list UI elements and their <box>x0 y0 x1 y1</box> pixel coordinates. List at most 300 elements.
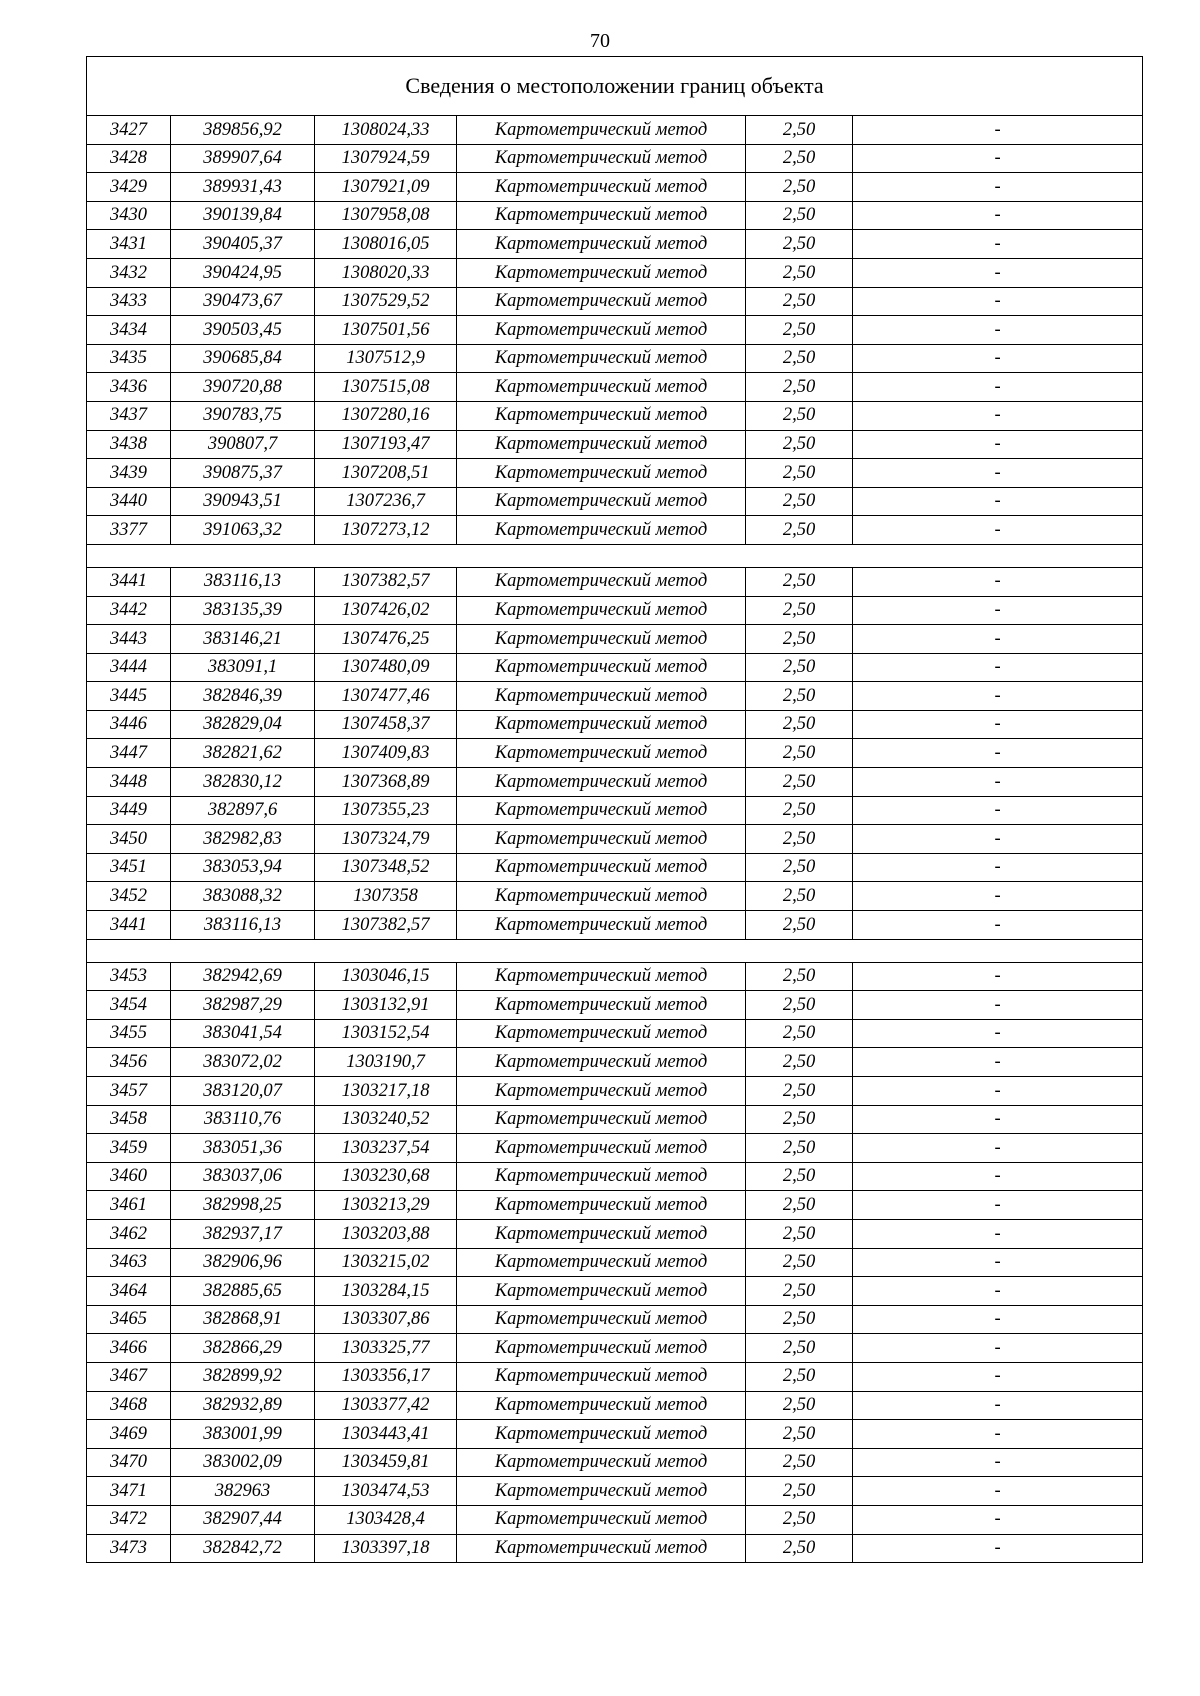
y-coordinate-cell: 1307426,02 <box>315 596 457 625</box>
description-cell: - <box>853 796 1143 825</box>
method-cell: Картометрический метод <box>457 1534 746 1563</box>
table-row <box>87 230 1143 259</box>
y-coordinate-cell: 1303240,52 <box>315 1105 457 1134</box>
method-cell: Картометрический метод <box>457 144 746 173</box>
method-cell: Картометрический метод <box>457 287 746 316</box>
accuracy-cell: 2,50 <box>746 853 853 882</box>
description-cell: - <box>853 1477 1143 1506</box>
accuracy-cell: 2,50 <box>746 173 853 202</box>
point-number-cell: 3440 <box>87 487 171 516</box>
method-cell: Картометрический метод <box>457 1134 746 1163</box>
method-cell: Картометрический метод <box>457 230 746 259</box>
page-number: 70 <box>590 30 610 52</box>
method-cell: Картометрический метод <box>457 796 746 825</box>
method-cell: Картометрический метод <box>457 1248 746 1277</box>
table-row <box>87 1134 1143 1163</box>
accuracy-cell: 2,50 <box>746 991 853 1020</box>
table-row <box>87 625 1143 654</box>
accuracy-cell: 2,50 <box>746 1019 853 1048</box>
description-cell: - <box>853 1048 1143 1077</box>
table-row <box>87 1362 1143 1391</box>
accuracy-cell: 2,50 <box>746 1248 853 1277</box>
table-row <box>87 825 1143 854</box>
point-number-cell: 3468 <box>87 1391 171 1420</box>
table-row <box>87 853 1143 882</box>
description-cell: - <box>853 487 1143 516</box>
x-coordinate-cell: 383037,06 <box>171 1162 315 1191</box>
accuracy-cell: 2,50 <box>746 768 853 797</box>
x-coordinate-cell: 390685,84 <box>171 344 315 373</box>
x-coordinate-cell: 382982,83 <box>171 825 315 854</box>
description-cell: - <box>853 1448 1143 1477</box>
table-row <box>87 911 1143 940</box>
accuracy-cell: 2,50 <box>746 1448 853 1477</box>
description-cell: - <box>853 344 1143 373</box>
accuracy-cell: 2,50 <box>746 625 853 654</box>
y-coordinate-cell: 1303213,29 <box>315 1191 457 1220</box>
y-coordinate-cell: 1307208,51 <box>315 459 457 488</box>
y-coordinate-cell: 1307476,25 <box>315 625 457 654</box>
description-cell: - <box>853 567 1143 596</box>
accuracy-cell: 2,50 <box>746 710 853 739</box>
point-number-cell: 3441 <box>87 567 171 596</box>
x-coordinate-cell: 391063,32 <box>171 516 315 545</box>
method-cell: Картометрический метод <box>457 911 746 940</box>
table-row <box>87 1505 1143 1534</box>
description-cell: - <box>853 116 1143 145</box>
y-coordinate-cell: 1303428,4 <box>315 1505 457 1534</box>
point-number-cell: 3377 <box>87 516 171 545</box>
y-coordinate-cell: 1303046,15 <box>315 962 457 991</box>
y-coordinate-cell: 1303356,17 <box>315 1362 457 1391</box>
y-coordinate-cell: 1303307,86 <box>315 1305 457 1334</box>
method-cell: Картометрический метод <box>457 710 746 739</box>
y-coordinate-cell: 1307501,56 <box>315 316 457 345</box>
method-cell: Картометрический метод <box>457 373 746 402</box>
method-cell: Картометрический метод <box>457 882 746 911</box>
x-coordinate-cell: 383116,13 <box>171 567 315 596</box>
description-cell: - <box>853 287 1143 316</box>
x-coordinate-cell: 382868,91 <box>171 1305 315 1334</box>
method-cell: Картометрический метод <box>457 1277 746 1306</box>
accuracy-cell: 2,50 <box>746 962 853 991</box>
method-cell: Картометрический метод <box>457 768 746 797</box>
y-coordinate-cell: 1303230,68 <box>315 1162 457 1191</box>
point-number-cell: 3444 <box>87 653 171 682</box>
accuracy-cell: 2,50 <box>746 430 853 459</box>
table-row <box>87 516 1143 545</box>
x-coordinate-cell: 382932,89 <box>171 1391 315 1420</box>
table-row <box>87 1162 1143 1191</box>
point-number-cell: 3446 <box>87 710 171 739</box>
x-coordinate-cell: 390405,37 <box>171 230 315 259</box>
table-row <box>87 201 1143 230</box>
accuracy-cell: 2,50 <box>746 1362 853 1391</box>
description-cell: - <box>853 1534 1143 1563</box>
table-row <box>87 1048 1143 1077</box>
accuracy-cell: 2,50 <box>746 739 853 768</box>
point-number-cell: 3462 <box>87 1219 171 1248</box>
method-cell: Картометрический метод <box>457 1448 746 1477</box>
x-coordinate-cell: 390875,37 <box>171 459 315 488</box>
point-number-cell: 3455 <box>87 1019 171 1048</box>
accuracy-cell: 2,50 <box>746 1105 853 1134</box>
y-coordinate-cell: 1307280,16 <box>315 401 457 430</box>
y-coordinate-cell: 1307382,57 <box>315 567 457 596</box>
method-cell: Картометрический метод <box>457 316 746 345</box>
description-cell: - <box>853 173 1143 202</box>
y-coordinate-cell: 1307348,52 <box>315 853 457 882</box>
y-coordinate-cell: 1303203,88 <box>315 1219 457 1248</box>
y-coordinate-cell: 1303459,81 <box>315 1448 457 1477</box>
table-row <box>87 1448 1143 1477</box>
method-cell: Картометрический метод <box>457 116 746 145</box>
description-cell: - <box>853 1334 1143 1363</box>
point-number-cell: 3429 <box>87 173 171 202</box>
description-cell: - <box>853 1191 1143 1220</box>
x-coordinate-cell: 390139,84 <box>171 201 315 230</box>
description-cell: - <box>853 373 1143 402</box>
table-row <box>87 1248 1143 1277</box>
description-cell: - <box>853 1105 1143 1134</box>
description-cell: - <box>853 853 1143 882</box>
accuracy-cell: 2,50 <box>746 1048 853 1077</box>
point-number-cell: 3435 <box>87 344 171 373</box>
point-number-cell: 3453 <box>87 962 171 991</box>
method-cell: Картометрический метод <box>457 1477 746 1506</box>
description-cell: - <box>853 516 1143 545</box>
table-title: Сведения о местоположении границ объекта <box>87 57 1143 116</box>
y-coordinate-cell: 1307512,9 <box>315 344 457 373</box>
y-coordinate-cell: 1307382,57 <box>315 911 457 940</box>
accuracy-cell: 2,50 <box>746 1505 853 1534</box>
table-row <box>87 430 1143 459</box>
description-cell: - <box>853 1505 1143 1534</box>
y-coordinate-cell: 1308020,33 <box>315 258 457 287</box>
x-coordinate-cell: 382885,65 <box>171 1277 315 1306</box>
table-row <box>87 116 1143 145</box>
x-coordinate-cell: 382821,62 <box>171 739 315 768</box>
table-row <box>87 459 1143 488</box>
accuracy-cell: 2,50 <box>746 1334 853 1363</box>
method-cell: Картометрический метод <box>457 173 746 202</box>
point-number-cell: 3458 <box>87 1105 171 1134</box>
y-coordinate-cell: 1307273,12 <box>315 516 457 545</box>
y-coordinate-cell: 1307480,09 <box>315 653 457 682</box>
description-cell: - <box>853 1248 1143 1277</box>
point-number-cell: 3439 <box>87 459 171 488</box>
table-row <box>87 962 1143 991</box>
accuracy-cell: 2,50 <box>746 144 853 173</box>
description-cell: - <box>853 710 1143 739</box>
table-row <box>87 768 1143 797</box>
point-number-cell: 3438 <box>87 430 171 459</box>
table-row <box>87 710 1143 739</box>
table-row <box>87 373 1143 402</box>
method-cell: Картометрический метод <box>457 1048 746 1077</box>
accuracy-cell: 2,50 <box>746 825 853 854</box>
x-coordinate-cell: 383135,39 <box>171 596 315 625</box>
table-row <box>87 1077 1143 1106</box>
x-coordinate-cell: 390503,45 <box>171 316 315 345</box>
method-cell: Картометрический метод <box>457 739 746 768</box>
description-cell: - <box>853 201 1143 230</box>
description-cell: - <box>853 911 1143 940</box>
y-coordinate-cell: 1307236,7 <box>315 487 457 516</box>
method-cell: Картометрический метод <box>457 825 746 854</box>
accuracy-cell: 2,50 <box>746 882 853 911</box>
point-number-cell: 3427 <box>87 116 171 145</box>
x-coordinate-cell: 390720,88 <box>171 373 315 402</box>
x-coordinate-cell: 382842,72 <box>171 1534 315 1563</box>
table-row <box>87 1305 1143 1334</box>
x-coordinate-cell: 389907,64 <box>171 144 315 173</box>
x-coordinate-cell: 389856,92 <box>171 116 315 145</box>
description-cell: - <box>853 768 1143 797</box>
method-cell: Картометрический метод <box>457 1105 746 1134</box>
x-coordinate-cell: 382830,12 <box>171 768 315 797</box>
x-coordinate-cell: 389931,43 <box>171 173 315 202</box>
description-cell: - <box>853 739 1143 768</box>
x-coordinate-cell: 382942,69 <box>171 962 315 991</box>
y-coordinate-cell: 1307458,37 <box>315 710 457 739</box>
method-cell: Картометрический метод <box>457 653 746 682</box>
y-coordinate-cell: 1307193,47 <box>315 430 457 459</box>
accuracy-cell: 2,50 <box>746 287 853 316</box>
table-row <box>87 1277 1143 1306</box>
method-cell: Картометрический метод <box>457 1191 746 1220</box>
description-cell: - <box>853 316 1143 345</box>
y-coordinate-cell: 1307529,52 <box>315 287 457 316</box>
accuracy-cell: 2,50 <box>746 487 853 516</box>
table-row <box>87 401 1143 430</box>
point-number-cell: 3449 <box>87 796 171 825</box>
x-coordinate-cell: 383116,13 <box>171 911 315 940</box>
method-cell: Картометрический метод <box>457 1019 746 1048</box>
x-coordinate-cell: 390473,67 <box>171 287 315 316</box>
description-cell: - <box>853 1019 1143 1048</box>
y-coordinate-cell: 1303377,42 <box>315 1391 457 1420</box>
point-number-cell: 3473 <box>87 1534 171 1563</box>
y-coordinate-cell: 1303215,02 <box>315 1248 457 1277</box>
accuracy-cell: 2,50 <box>746 1077 853 1106</box>
table-row <box>87 596 1143 625</box>
point-number-cell: 3454 <box>87 991 171 1020</box>
description-cell: - <box>853 459 1143 488</box>
method-cell: Картометрический метод <box>457 853 746 882</box>
table-row <box>87 682 1143 711</box>
method-cell: Картометрический метод <box>457 459 746 488</box>
y-coordinate-cell: 1307924,59 <box>315 144 457 173</box>
table-row <box>87 487 1143 516</box>
accuracy-cell: 2,50 <box>746 1191 853 1220</box>
x-coordinate-cell: 382937,17 <box>171 1219 315 1248</box>
contour-separator-cell <box>87 939 1143 962</box>
method-cell: Картометрический метод <box>457 1162 746 1191</box>
y-coordinate-cell: 1307477,46 <box>315 682 457 711</box>
y-coordinate-cell: 1303397,18 <box>315 1534 457 1563</box>
table-row <box>87 316 1143 345</box>
x-coordinate-cell: 390943,51 <box>171 487 315 516</box>
method-cell: Картометрический метод <box>457 596 746 625</box>
contour-separator-row <box>87 544 1143 567</box>
table-row <box>87 796 1143 825</box>
description-cell: - <box>853 1277 1143 1306</box>
accuracy-cell: 2,50 <box>746 1305 853 1334</box>
description-cell: - <box>853 653 1143 682</box>
table-row <box>87 144 1143 173</box>
point-number-cell: 3456 <box>87 1048 171 1077</box>
point-number-cell: 3472 <box>87 1505 171 1534</box>
x-coordinate-cell: 382897,6 <box>171 796 315 825</box>
point-number-cell: 3443 <box>87 625 171 654</box>
description-cell: - <box>853 1077 1143 1106</box>
y-coordinate-cell: 1307368,89 <box>315 768 457 797</box>
point-number-cell: 3466 <box>87 1334 171 1363</box>
table-row <box>87 991 1143 1020</box>
method-cell: Картометрический метод <box>457 1420 746 1449</box>
point-number-cell: 3465 <box>87 1305 171 1334</box>
description-cell: - <box>853 430 1143 459</box>
y-coordinate-cell: 1303152,54 <box>315 1019 457 1048</box>
x-coordinate-cell: 383146,21 <box>171 625 315 654</box>
accuracy-cell: 2,50 <box>746 796 853 825</box>
x-coordinate-cell: 382987,29 <box>171 991 315 1020</box>
accuracy-cell: 2,50 <box>746 682 853 711</box>
accuracy-cell: 2,50 <box>746 1162 853 1191</box>
description-cell: - <box>853 991 1143 1020</box>
method-cell: Картометрический метод <box>457 1077 746 1106</box>
accuracy-cell: 2,50 <box>746 373 853 402</box>
point-number-cell: 3432 <box>87 258 171 287</box>
method-cell: Картометрический метод <box>457 1391 746 1420</box>
y-coordinate-cell: 1303217,18 <box>315 1077 457 1106</box>
y-coordinate-cell: 1307355,23 <box>315 796 457 825</box>
method-cell: Картометрический метод <box>457 1505 746 1534</box>
y-coordinate-cell: 1307409,83 <box>315 739 457 768</box>
accuracy-cell: 2,50 <box>746 1477 853 1506</box>
method-cell: Картометрический метод <box>457 962 746 991</box>
y-coordinate-cell: 1303190,7 <box>315 1048 457 1077</box>
method-cell: Картометрический метод <box>457 625 746 654</box>
point-number-cell: 3457 <box>87 1077 171 1106</box>
point-number-cell: 3469 <box>87 1420 171 1449</box>
x-coordinate-cell: 383001,99 <box>171 1420 315 1449</box>
table-row <box>87 1219 1143 1248</box>
point-number-cell: 3461 <box>87 1191 171 1220</box>
method-cell: Картометрический метод <box>457 991 746 1020</box>
x-coordinate-cell: 382963 <box>171 1477 315 1506</box>
method-cell: Картометрический метод <box>457 401 746 430</box>
accuracy-cell: 2,50 <box>746 116 853 145</box>
method-cell: Картометрический метод <box>457 1362 746 1391</box>
description-cell: - <box>853 1391 1143 1420</box>
table-body <box>87 57 1143 1563</box>
point-number-cell: 3428 <box>87 144 171 173</box>
point-number-cell: 3463 <box>87 1248 171 1277</box>
x-coordinate-cell: 382899,92 <box>171 1362 315 1391</box>
method-cell: Картометрический метод <box>457 1219 746 1248</box>
x-coordinate-cell: 390807,7 <box>171 430 315 459</box>
accuracy-cell: 2,50 <box>746 911 853 940</box>
table-row <box>87 567 1143 596</box>
table-row <box>87 653 1143 682</box>
y-coordinate-cell: 1303474,53 <box>315 1477 457 1506</box>
point-number-cell: 3430 <box>87 201 171 230</box>
boundary-coordinates-table <box>86 56 1143 1563</box>
y-coordinate-cell: 1303284,15 <box>315 1277 457 1306</box>
accuracy-cell: 2,50 <box>746 596 853 625</box>
y-coordinate-cell: 1307324,79 <box>315 825 457 854</box>
table-row <box>87 1534 1143 1563</box>
accuracy-cell: 2,50 <box>746 1277 853 1306</box>
y-coordinate-cell: 1308024,33 <box>315 116 457 145</box>
point-number-cell: 3447 <box>87 739 171 768</box>
accuracy-cell: 2,50 <box>746 344 853 373</box>
table-row <box>87 1105 1143 1134</box>
description-cell: - <box>853 962 1143 991</box>
description-cell: - <box>853 625 1143 654</box>
x-coordinate-cell: 383053,94 <box>171 853 315 882</box>
table-row <box>87 1191 1143 1220</box>
method-cell: Картометрический метод <box>457 1334 746 1363</box>
table-row <box>87 1019 1143 1048</box>
accuracy-cell: 2,50 <box>746 258 853 287</box>
x-coordinate-cell: 383041,54 <box>171 1019 315 1048</box>
y-coordinate-cell: 1307958,08 <box>315 201 457 230</box>
point-number-cell: 3451 <box>87 853 171 882</box>
point-number-cell: 3445 <box>87 682 171 711</box>
point-number-cell: 3436 <box>87 373 171 402</box>
description-cell: - <box>853 1420 1143 1449</box>
x-coordinate-cell: 383120,07 <box>171 1077 315 1106</box>
x-coordinate-cell: 382907,44 <box>171 1505 315 1534</box>
accuracy-cell: 2,50 <box>746 1534 853 1563</box>
description-cell: - <box>853 596 1143 625</box>
x-coordinate-cell: 390424,95 <box>171 258 315 287</box>
point-number-cell: 3460 <box>87 1162 171 1191</box>
description-cell: - <box>853 1219 1143 1248</box>
method-cell: Картометрический метод <box>457 516 746 545</box>
point-number-cell: 3470 <box>87 1448 171 1477</box>
point-number-cell: 3434 <box>87 316 171 345</box>
table-row <box>87 739 1143 768</box>
table-row <box>87 258 1143 287</box>
y-coordinate-cell: 1303237,54 <box>315 1134 457 1163</box>
accuracy-cell: 2,50 <box>746 459 853 488</box>
point-number-cell: 3467 <box>87 1362 171 1391</box>
description-cell: - <box>853 1362 1143 1391</box>
accuracy-cell: 2,50 <box>746 230 853 259</box>
method-cell: Картометрический метод <box>457 567 746 596</box>
table-row <box>87 1477 1143 1506</box>
y-coordinate-cell: 1308016,05 <box>315 230 457 259</box>
description-cell: - <box>853 1134 1143 1163</box>
method-cell: Картометрический метод <box>457 430 746 459</box>
method-cell: Картометрический метод <box>457 682 746 711</box>
y-coordinate-cell: 1307921,09 <box>315 173 457 202</box>
description-cell: - <box>853 401 1143 430</box>
accuracy-cell: 2,50 <box>746 653 853 682</box>
y-coordinate-cell: 1307358 <box>315 882 457 911</box>
table-title-row <box>87 57 1143 116</box>
accuracy-cell: 2,50 <box>746 1219 853 1248</box>
description-cell: - <box>853 882 1143 911</box>
point-number-cell: 3471 <box>87 1477 171 1506</box>
y-coordinate-cell: 1303325,77 <box>315 1334 457 1363</box>
point-number-cell: 3431 <box>87 230 171 259</box>
x-coordinate-cell: 382829,04 <box>171 710 315 739</box>
